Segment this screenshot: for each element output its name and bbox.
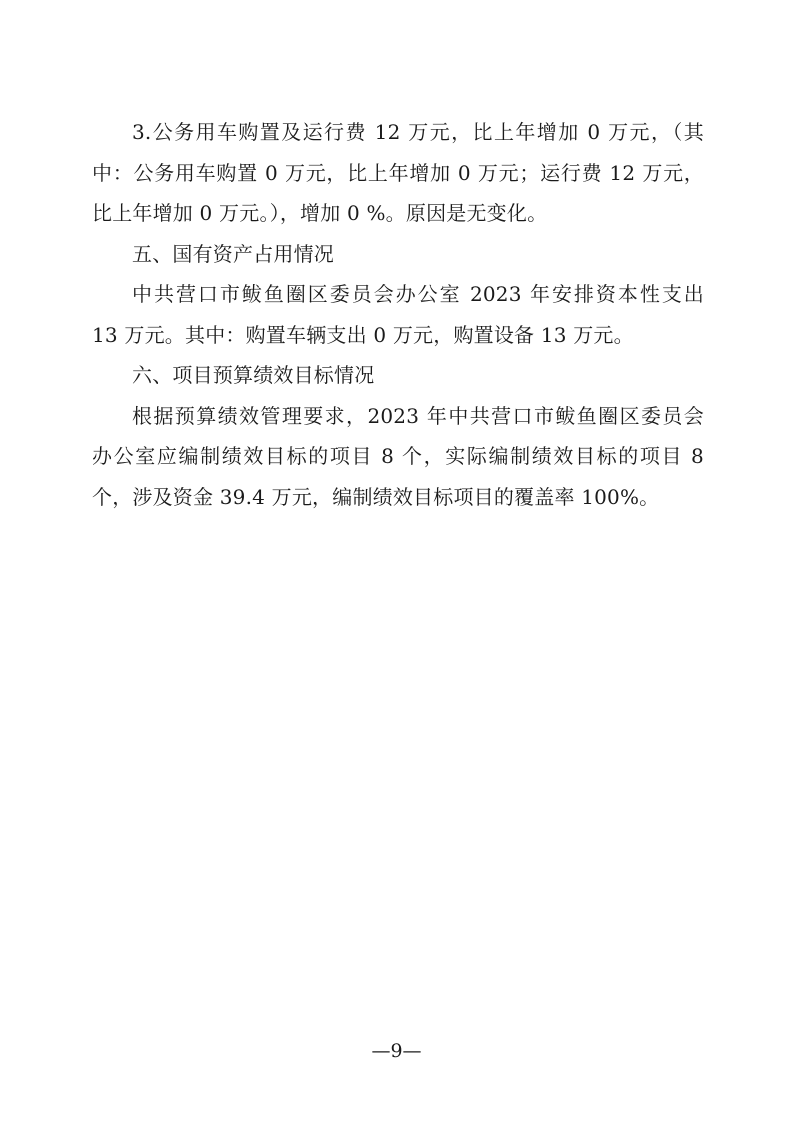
paragraph-capital-line-1: 中共营口市鲅鱼圈区委员会办公室 2023 年安排资本性支出 <box>132 282 704 306</box>
paragraph-performance-line-2: 办公室应编制绩效目标的项目 8 个，实际编制绩效目标的项目 8 <box>92 444 704 468</box>
paragraph-performance-line-1: 根据预算绩效管理要求，2023 年中共营口市鲅鱼圈区委员会 <box>132 403 704 428</box>
section-heading-performance-targets: 六、项目预算绩效目标情况 <box>132 363 375 387</box>
paragraph-capital-line-2: 13 万元。其中：购置车辆支出 0 万元，购置设备 13 万元。 <box>92 322 634 347</box>
page-number: —9— <box>371 1040 422 1062</box>
paragraph-vehicle-line-3: 比上年增加 0 万元。），增加 0 %。原因是无变化。 <box>92 201 548 225</box>
paragraph-performance-line-3: 个，涉及资金 39.4 万元，编制绩效目标项目的覆盖率 100%。 <box>92 484 660 509</box>
section-heading-state-assets: 五、国有资产占用情况 <box>132 241 334 266</box>
document-body <box>92 112 704 517</box>
paragraph-vehicle-line-1: 3.公务用车购置及运行费 12 万元，比上年增加 0 万元，（其 <box>132 120 704 144</box>
paragraph-vehicle-line-2: 中：公务用车购置 0 万元，比上年增加 0 万元；运行费 12 万元， <box>92 160 704 185</box>
